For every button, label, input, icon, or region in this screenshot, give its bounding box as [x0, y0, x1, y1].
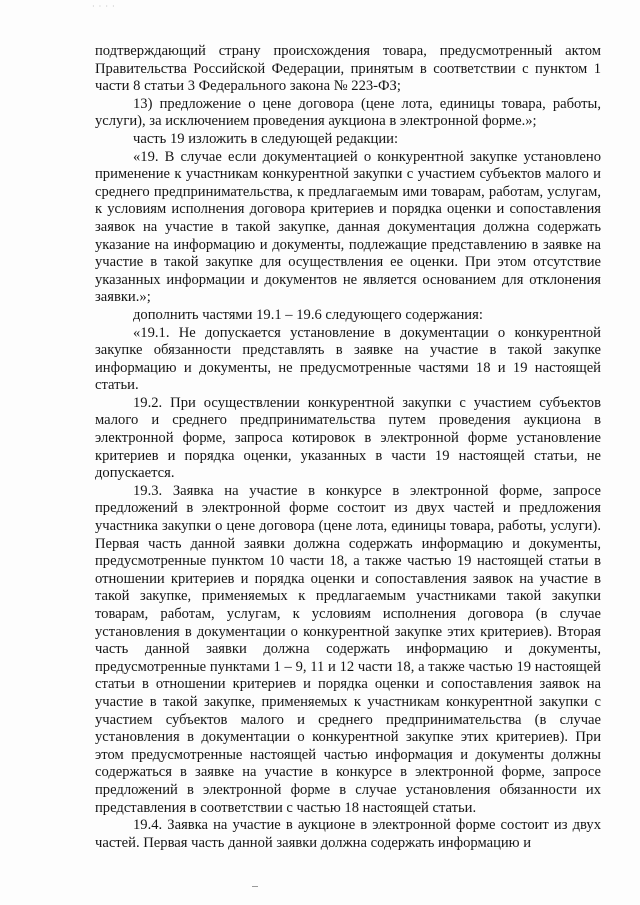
paragraph-part-19: «19. В случае если документацией о конкурентной закупке установлено применение к участникам конкурентной закупки с участием субъектов малого и среднего предпринимательства, к предлагаемым ими товарам, работам, услугам, к условиям исполнения договора критериев и порядка оценки и сопоставления заявок на участие в такой закупке, данная документация должна содержать указание на информацию и документы, подлежащие представлению в заявке на участие в такой закупке для осуществления ее оценки. При этом отсутствие указанных информации и документов не является основанием для отклонения заявки.»;	[95, 148, 601, 306]
paragraph-part-19-intro: часть 19 изложить в следующей редакции:	[133, 130, 399, 147]
scan-footer-mark	[252, 886, 258, 887]
paragraph-parts-19-1-to-19-6-intro: дополнить частями 19.1 – 19.6 следующего содержания:	[133, 306, 483, 323]
paragraph-part-19-3: 19.3. Заявка на участие в конкурсе в электронной форме, запросе предложений в электронной форме состоит из двух частей и предложения участника закупки о цене договора (цене лота, единицы товара, работы, услуги). Первая часть данной заявки должна содержать информацию и документы, предусмотренные пунктом 10 части 18, а также частью 19 настоящей статьи в отношении критериев и порядка оценки и сопоставления заявок на участие в такой закупке, применяемых к предлагаемым участниками такой закупки товарам, работам, услугам, к условиям исполнения договора (в случае установления в документации о конкурентной закупке этих критериев). Вторая часть данной заявки должна содержать информацию и документы, предусмотренные пунктами 1 – 9, 11 и 12 части 18, а также частью 19 настоящей статьи в отношении критериев и порядка оценки и сопоставления заявок на участие в такой закупке, применяемых к участникам конкурентной закупки с участием субъектов малого и среднего предпринимательства (в случае установления в документации о конкурентной закупке этих критериев). При этом предусмотренные настоящей частью информация и документы должны содержаться в заявке на участие в конкурсе в электронной форме, запросе предложений в электронной форме в случае установления обязанности их представления в соответствии с частью 18 настоящей статьи.	[95, 482, 601, 816]
paragraph-country-of-origin: подтверждающий страну происхождения товара, предусмотренный актом Правительства Российской Федерации, принятым в соответствии с пунктом 1 части 8 статьи 3 Федерального закона № 223-ФЗ;	[95, 43, 601, 95]
paragraph-item-13: 13) предложение о цене договора (цене лота, единицы товара, работы, услуги), за исключением проведения аукциона в электронной форме.»;	[95, 95, 601, 130]
paragraph-part-19-2: 19.2. При осуществлении конкурентной закупки с участием субъектов малого и среднего предпринимательства путем проведения аукциона в электронной форме, запроса котировок в электронной форме установление критериев и порядка оценки, указанных в части 19 настоящей статьи, не допускается.	[95, 394, 601, 482]
document-body	[95, 43, 601, 852]
paragraph-part-19-1: «19.1. Не допускается установление в документации о конкурентной закупке обязанности представлять в заявке на участие в такой закупке информацию и документы, не предусмотренные частями 18 и 19 настоящей статьи.	[95, 324, 601, 394]
paragraph-part-19-4: 19.4. Заявка на участие в аукционе в электронной форме состоит из двух частей. Первая часть данной заявки должна содержать информацию и	[95, 817, 601, 851]
scan-header-mark: · · · ·	[92, 2, 116, 11]
